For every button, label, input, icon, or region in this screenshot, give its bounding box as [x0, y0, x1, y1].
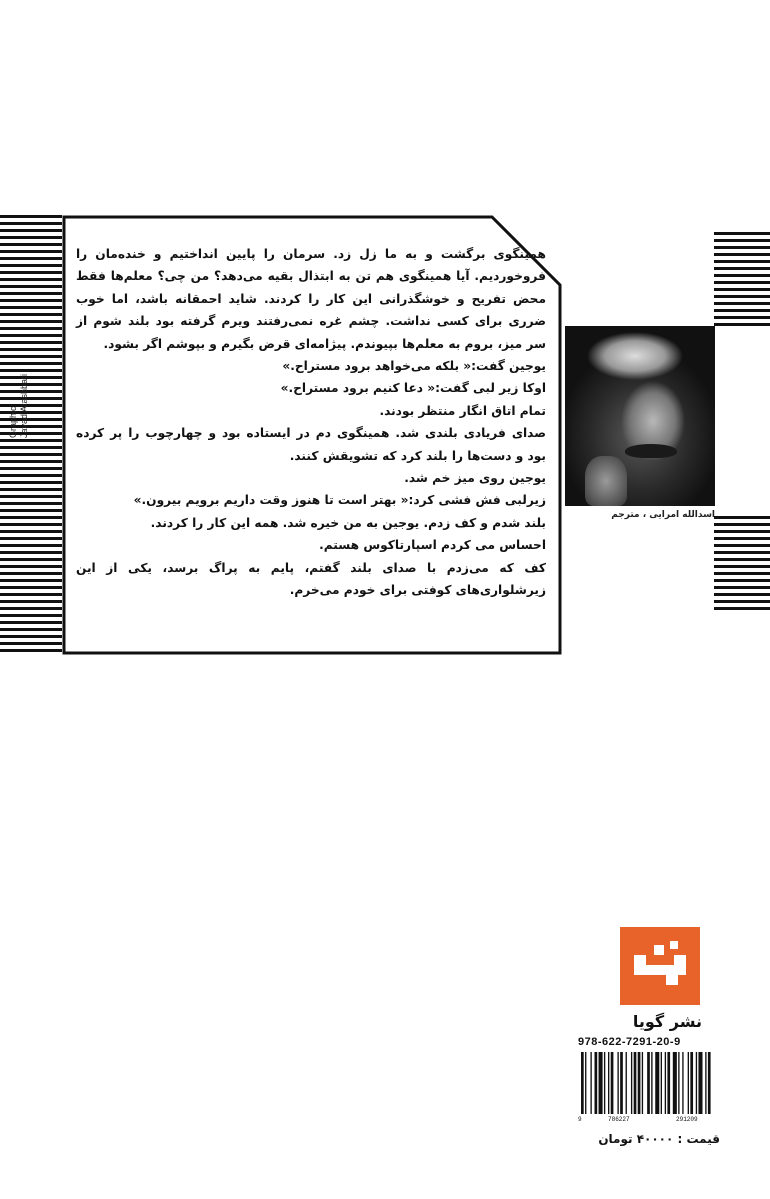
barcode-bar [678, 1052, 679, 1114]
excerpt-paragraph: یوجین گفت:« بلکه می‌خواهد برود مستراح.» [282, 359, 546, 374]
barcode-bar [590, 1052, 591, 1114]
barcode-bar [690, 1052, 693, 1114]
excerpt-paragraph: اوکا زیر لبی گفت:« دعا کنیم برود مستراح.» [280, 381, 546, 396]
excerpt-paragraph: زیرلبی فش فشی کرد:« بهتر است تا هنوز وقت داریم برویم بیرون.» [133, 493, 546, 508]
barcode-bar [647, 1052, 650, 1114]
barcode-digit-right: 291209 [676, 1116, 698, 1123]
barcode-bar [608, 1052, 609, 1114]
barcode-bar [651, 1052, 652, 1114]
barcode-bar [620, 1052, 623, 1114]
barcode-bar [634, 1052, 637, 1114]
barcode-bar [665, 1052, 666, 1114]
barcode-bar [642, 1052, 643, 1114]
barcode-bar [688, 1052, 689, 1114]
excerpt-box [62, 215, 562, 655]
barcode-digit-middle: 786227 [608, 1116, 630, 1123]
barcode-bar [661, 1052, 662, 1114]
credit-name: Javad Atashbari [19, 373, 29, 438]
barcode [578, 1052, 750, 1114]
barcode-bar [617, 1052, 618, 1114]
excerpt-text [76, 243, 546, 602]
credit-label: Graphic: [8, 403, 18, 438]
barcode-bar [581, 1052, 584, 1114]
barcode-bar [638, 1052, 641, 1114]
barcode-bar [655, 1052, 659, 1114]
photo-detail [625, 444, 677, 458]
barcode-bar [708, 1052, 711, 1114]
stripe-block-right-bottom [714, 516, 770, 614]
barcode-bar [696, 1052, 697, 1114]
barcode-bar [585, 1052, 586, 1114]
barcode-bar [611, 1052, 614, 1114]
excerpt-paragraph: یوجین روی میز خم شد. [404, 471, 546, 486]
publisher-name: نشر گویا [632, 1012, 702, 1031]
excerpt-paragraph: همینگوی برگشت و به ما زل زد. سرمان را پایین انداختیم و خنده‌مان را فروخوردیم. آیا همینگوی هم تن به ابتذال بقیه می‌دهد؟ من چی؟ معلم‌ها فقط محض تفریح و خوشگذرانی این کار را کردند. شاید احمقانه باشد، اما خوب ضرری برای کسی نداشت. چشم غره نمی‌رفتند ویرم گرفته بود بلند شوم از سر میز، بروم به معلم‌ها بپیوندم. پیژامه‌ای قرض بگیرم و بپوشم اگر بشود. [76, 247, 546, 351]
excerpt-paragraph: صدای فریادی بلندی شد. همینگوی دم در ایستاده بود و چهارچوب را پر کرده بود و دست‌ها را بلند کرد که تشویقش کنند. [76, 426, 546, 463]
barcode-digits [578, 1116, 750, 1126]
barcode-bar [682, 1052, 683, 1114]
logo-mark-icon [620, 927, 700, 1005]
barcode-bar [599, 1052, 603, 1114]
barcode-bar [673, 1052, 677, 1114]
excerpt-paragraph: کف که می‌زدم با صدای بلند گفتم، پایم به پراگ برسد، یکی از این زیرشلواری‌های کوفتی برای خودم می‌خرم. [76, 560, 546, 598]
excerpt-paragraph: تمام اتاق انگار منتظر بودند. [379, 403, 546, 418]
barcode-bar [595, 1052, 598, 1114]
barcode-bar [667, 1052, 670, 1114]
barcode-bar [631, 1052, 632, 1114]
isbn: 978-622-7291-20-9 [578, 1036, 681, 1048]
excerpt-paragraph: احساس می کردم اسپارتاکوس هستم. [319, 538, 546, 553]
graphic-credit [8, 318, 38, 438]
barcode-bar [698, 1052, 702, 1114]
photo-caption: اسدالله امرایی ، مترجم [611, 510, 715, 520]
barcode-bar [604, 1052, 605, 1114]
barcode-digit-left: 9 [578, 1116, 582, 1123]
barcode-bar [705, 1052, 706, 1114]
price: قیمت : ۴۰۰۰۰ تومان [598, 1132, 720, 1146]
excerpt-paragraph: بلند شدم و کف زدم. یوجین به من خیره شد. همه این کار را کردند. [150, 515, 546, 530]
stripe-block-right-top [714, 232, 770, 330]
publisher-logo [620, 927, 700, 1005]
barcode-bar [626, 1052, 627, 1114]
translator-photo [565, 326, 715, 506]
photo-detail [585, 456, 627, 506]
